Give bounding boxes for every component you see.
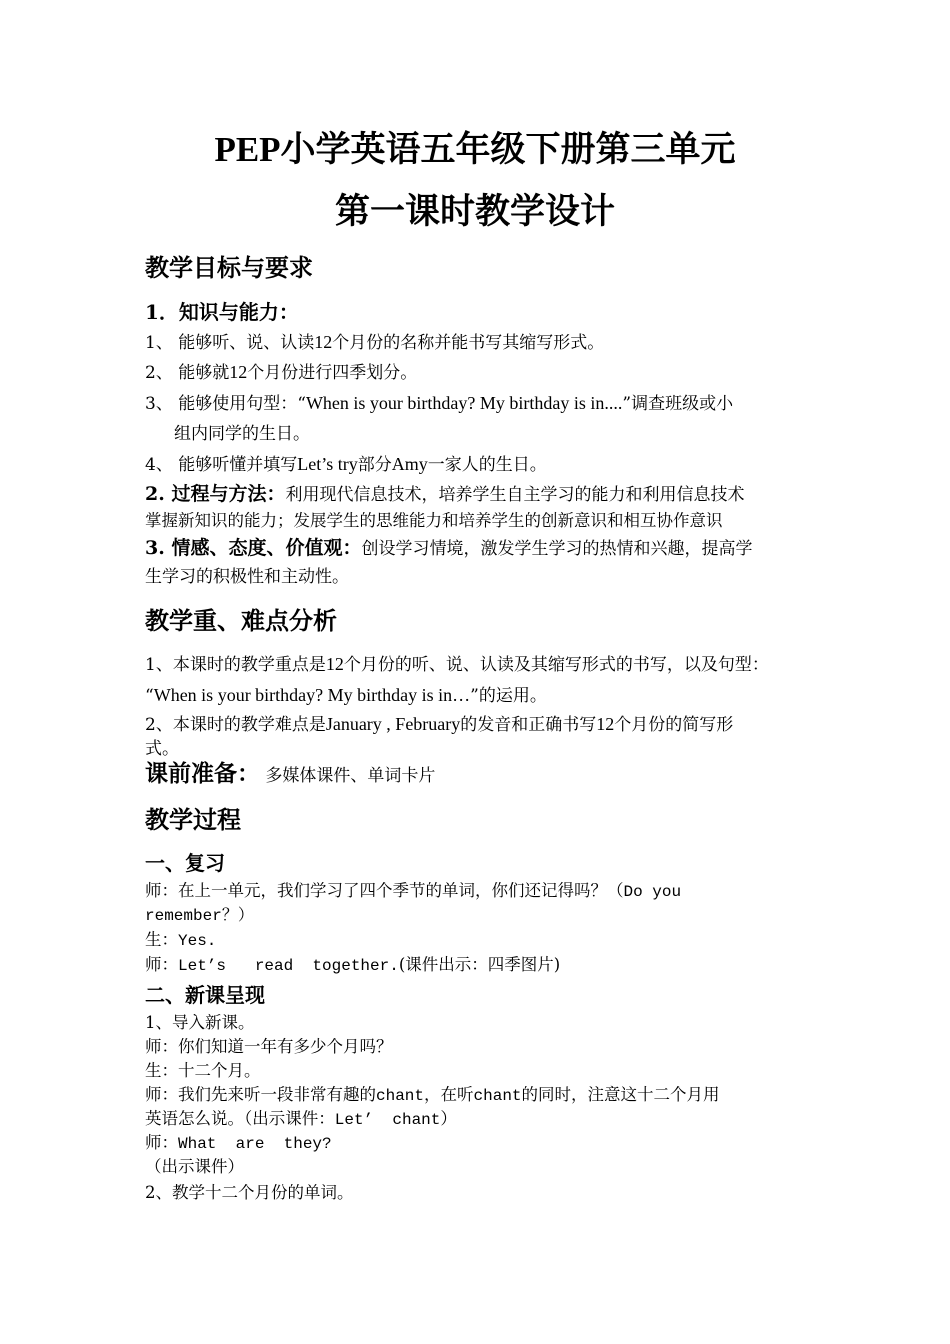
keypoint-2-line-2: 式。 <box>145 739 179 759</box>
keypoints-heading: 教学重、难点分析 <box>145 606 337 635</box>
title-rest: 小学英语五年级下册第三单元 <box>280 129 736 170</box>
goals-heading: 教学目标与要求 <box>145 253 313 282</box>
goal-item-3: 3、 能够使用句型：“When is your birthday? My birthday is in....”调查班级或小 <box>145 393 734 414</box>
process-method-line-2: 掌握新知识的能力；发展学生的思维能力和培养学生的创新意识和相互协作意识 <box>145 511 723 530</box>
keypoint-2-line-1: 2、本课时的教学难点是January , February的发音和正确书写12个月份的简写形 <box>145 714 734 735</box>
emotion-line-1: 3. 情感、态度、价值观：创设学习情境，激发学生学习的热情和兴趣，提高学 <box>145 537 753 559</box>
new-lesson-line-8: 2、教学十二个月份的单词。 <box>145 1183 354 1202</box>
new-lesson-line-6: 师：What are they? <box>145 1133 332 1153</box>
new-lesson-line-5: 英语怎么说。（出示课件：Let’ chant） <box>145 1109 457 1129</box>
knowledge-heading: 1．知识与能力： <box>145 300 299 324</box>
new-lesson-heading: 二、新课呈现 <box>145 983 265 1007</box>
review-line-4: 师：Let’s read together.(课件出示：四季图片) <box>145 955 561 975</box>
goal-item-3-continued: 组内同学的生日。 <box>174 424 310 444</box>
preparation-line: 课前准备： 多媒体课件、单词卡片 <box>145 760 436 787</box>
new-lesson-line-4: 师：我们先来听一段非常有趣的chant，在听chant的同时，注意这十二个月用 <box>145 1085 720 1105</box>
new-lesson-line-3: 生：十二个月。 <box>145 1061 261 1080</box>
review-line-1: 师：在上一单元，我们学习了四个季节的单词，你们还记得吗？（Do you <box>145 881 682 901</box>
review-line-2: remember？） <box>145 907 254 925</box>
document-title-line-1 <box>0 130 950 170</box>
goal-item-4: 4、 能够听懂并填写Let’s try部分Amy一家人的生日。 <box>145 454 547 475</box>
title-latin: PEP <box>214 130 281 169</box>
review-line-3: 生：Yes. <box>145 930 217 950</box>
new-lesson-line-7: （出示课件） <box>145 1157 244 1176</box>
review-heading: 一、复习 <box>145 851 225 875</box>
goal-item-2: 2、 能够就12个月份进行四季划分。 <box>145 362 418 383</box>
emotion-line-2: 生学习的积极性和主动性。 <box>145 567 349 587</box>
new-lesson-line-1: 1、导入新课。 <box>145 1013 255 1032</box>
process-heading: 教学过程 <box>145 805 241 834</box>
process-method-line-1: 2. 过程与方法：利用现代信息技术，培养学生自主学习的能力和利用信息技术 <box>145 483 745 505</box>
document-title-line-2: 第一课时教学设计 <box>334 191 615 232</box>
keypoint-1-line-2: “When is your birthday? My birthday is in…”的运用。 <box>145 685 547 706</box>
new-lesson-line-2: 师：你们知道一年有多少个月吗？ <box>145 1037 393 1056</box>
keypoint-1-line-1: 1、本课时的教学重点是12个月份的听、说、认读及其缩写形式的书写，以及句型： <box>145 654 769 675</box>
goal-item-1: 1、 能够听、说、认读12个月份的名称并能书写其缩写形式。 <box>145 332 605 353</box>
